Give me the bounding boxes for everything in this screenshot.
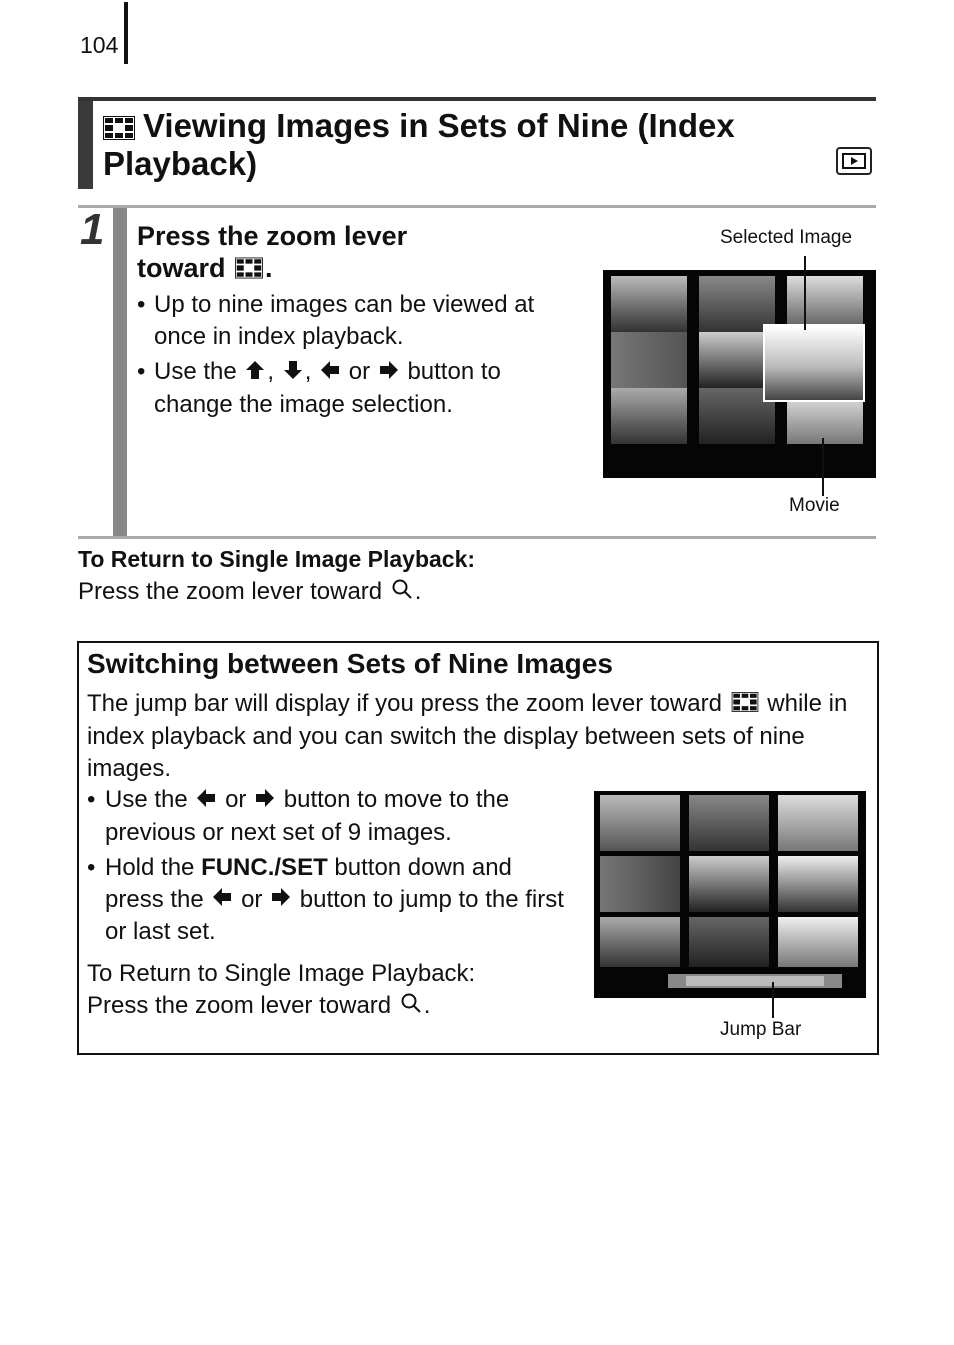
thumbnail [689,856,769,912]
thumbnail [611,332,687,388]
title-accent [78,101,93,189]
page-number-rule [124,2,128,64]
section-title-text: Viewing Images in Sets of Nine (Index Playback) [103,107,735,182]
right-arrow-icon [271,884,291,916]
right-arrow-icon [255,785,275,817]
index-playback-icon [235,254,263,286]
up-arrow-icon [245,357,265,389]
playback-mode-icon [836,147,872,175]
step-heading-line1: Press the zoom lever [137,221,408,251]
step-bullet-1: • Up to nine images can be viewed at once in index playback. [137,289,577,353]
bullet2-sep2: , [304,358,312,385]
box-b1-b: button to move to the previous or next set of 9 images. [105,786,510,846]
thumbnail [611,388,687,444]
right-arrow-icon [379,357,399,389]
selected-thumbnail [763,324,865,402]
thumbnail [689,917,769,967]
section-title-bar [78,97,876,189]
box-b2-b: button down and press the [105,853,512,913]
jump-bar-track [686,976,824,986]
thumbnail [689,795,769,851]
box-intro [87,688,867,785]
box-return-end: . [423,992,431,1019]
left-arrow-icon [320,357,340,389]
bullet2-or: or [348,358,371,385]
return-text-main: Press the zoom lever toward [78,578,383,605]
thumbnail [600,856,680,912]
box-return [87,958,567,1023]
box-return-line1: To Return to Single Image Playback: [87,960,476,987]
thumbnail [611,276,687,332]
box-bullets [87,784,567,951]
page-number: 104 [80,32,119,58]
box-return-line2: Press the zoom lever toward [87,992,392,1019]
index-playback-screen [603,270,876,478]
box-b2-or: or [241,885,263,913]
func-set-button-label: FUNC./SET [201,853,328,881]
thumbnail [778,856,858,912]
box-b1-a: Use the [105,786,188,813]
magnify-icon [400,991,422,1023]
index-playback-icon [731,689,759,721]
box-heading: Switching between Sets of Nine Images [87,648,613,679]
step-heading-end: . [265,253,273,283]
box-intro-a: The jump bar will display if you press the zoom lever toward [87,690,722,717]
step-number: 1 [80,205,105,254]
step-heading [137,220,497,286]
jump-bar-screen [594,791,866,998]
jump-bar[interactable] [668,974,842,988]
selected-image-leader [804,256,806,330]
step-bullets [137,289,577,424]
return-text [78,578,421,607]
step-side-bar [113,208,127,538]
jump-bar-label: Jump Bar [720,1019,802,1040]
magnify-icon [391,578,413,607]
return-heading: To Return to Single Image Playback: [78,546,476,572]
index-playback-icon [103,111,135,146]
box-b2-c: button to jump to the first or last set. [105,885,564,946]
box-b1-or: or [225,786,247,813]
step-divider-top [78,205,876,208]
bullet2-text-b: button to change the image selection. [154,358,501,418]
jump-bar-leader [772,982,774,1018]
selected-image-label: Selected Image [720,227,853,248]
left-arrow-icon [196,785,216,817]
down-arrow-icon [283,357,303,389]
thumbnail [778,917,858,967]
box-intro-b: while in index playback and you can switch the display between sets of nine images. [87,690,848,782]
left-arrow-icon [212,884,232,916]
step-heading-line2: toward [137,253,226,283]
bullet2-sep1: , [267,358,275,385]
step-bullet-2 [137,356,577,421]
step-divider-bottom [78,536,876,539]
thumbnail [600,917,680,967]
thumbnail [600,795,680,851]
box-bullet-2 [87,852,567,949]
movie-leader [822,438,824,496]
return-text-end: . [414,578,422,605]
section-title [103,108,843,181]
box-b2-a: Hold the [105,853,195,881]
bullet2-text-a: Use the [154,358,237,385]
movie-label: Movie [789,495,840,516]
thumbnail [778,795,858,851]
box-bullet-1 [87,784,567,849]
